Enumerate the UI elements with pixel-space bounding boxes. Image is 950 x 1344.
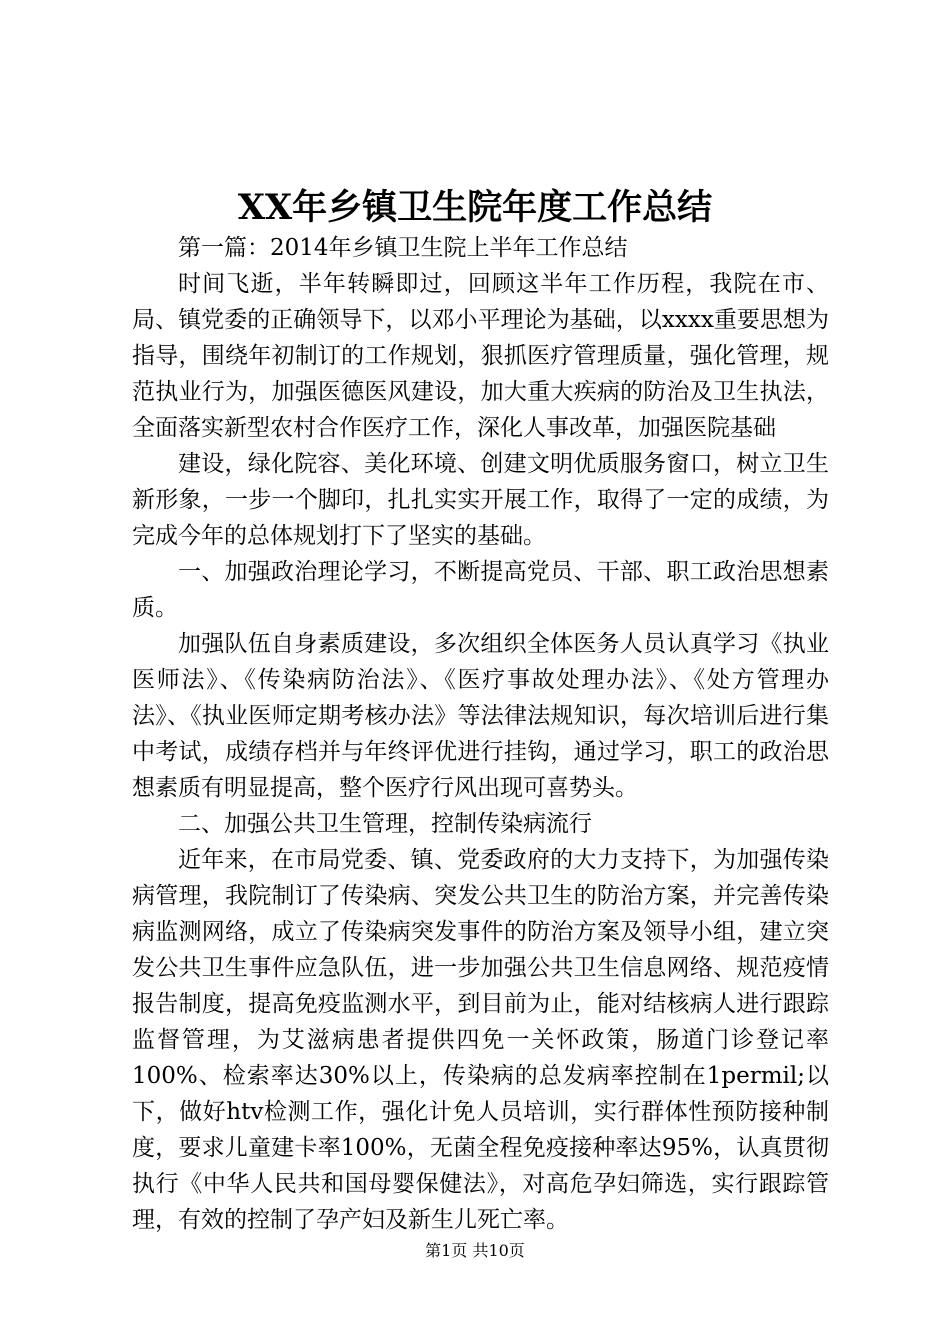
paragraph-public-health: 近年来，在市局党委、镇、党委政府的大力支持下，为加强传染病管理，我院制订了传染病、突发公共卫生的防治方案，并完善传染病监测网络，成立了传染病突发事件的防治方案及领导小组，建立突发公共卫生事件应急队伍，进一步加强公共卫生信息网络、规范疫情报告制度，提高免疫监测水平，到目前为止，能对结核病人进行跟踪监督管理，为艾滋病患者提供四免一关怀政策，肠道门诊登记率100%、检索率达30%以上，传染病的总发病率控制在1permil;以下，做好htv检测工作，强化计免人员培训，实行群体性预防接种制度，要求儿童建卡率100%，无菌全程免疫接种率达95%，认真贯彻执行《中华人民共和国母婴保健法》，对高危孕妇筛选，实行跟踪管理，有效的控制了孕产妇及新生儿死亡率。: [132, 847, 829, 1233]
document-body: [132, 230, 829, 1238]
paragraph-intro-continued: 建设，绿化院容、美化环境、创建文明优质服务窗口，树立卫生新形象，一步一个脚印，扎扎实实开展工作，取得了一定的成绩，为完成今年的总体规划打下了坚实的基础。: [132, 451, 829, 549]
paragraph-section-heading: 第一篇：2014年乡镇卫生院上半年工作总结: [178, 235, 628, 261]
document-title: XX年乡镇卫生院年度工作总结: [237, 187, 713, 228]
paragraph-heading-two: 二、加强公共卫生管理，控制传染病流行: [178, 811, 592, 837]
paragraph-heading-one: 一、加强政治理论学习，不断提高党员、干部、职工政治思想素质。: [132, 559, 829, 621]
page-number-footer: 第1页 共10页: [425, 1241, 525, 1260]
paragraph-study: 加强队伍自身素质建设，多次组织全体医务人员认真学习《执业医师法》、《传染病防治法》、《医疗事故处理办法》、《处方管理办法》、《执业医师定期考核办法》等法律法规知识，每次培训后进行集中考试，成绩存档并与年终评优进行挂钩，通过学习，职工的政治思想素质有明显提高，整个医疗行风出现可喜势头。: [132, 631, 829, 801]
paragraph-intro: 时间飞逝，半年转瞬即过，回顾这半年工作历程，我院在市、局、镇党委的正确领导下，以邓小平理论为基础，以xxxx重要思想为指导，围绕年初制订的工作规划，狠抓医疗管理质量，强化管理，规范执业行为，加强医德医风建设，加大重大疾病的防治及卫生执法，全面落实新型农村合作医疗工作，深化人事改革，加强医院基础: [132, 271, 829, 441]
